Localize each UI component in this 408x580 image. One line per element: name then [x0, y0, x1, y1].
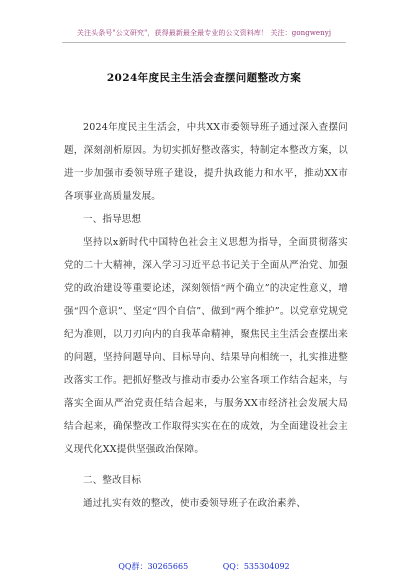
footer-contact — [0, 561, 408, 572]
header-divider — [62, 42, 346, 43]
footer-qq-number: QQ：535304092 — [222, 562, 290, 571]
rectification-goals-paragraph: 通过扎实有效的整改，使市委领导班子在政治素养、 — [83, 498, 307, 509]
section-heading-rectification-goals: 二、整改目标 — [83, 475, 142, 486]
section-heading-guiding-ideology: 一、指导思想 — [83, 214, 142, 225]
guiding-ideology-paragraph: 坚持以x新时代中国特色社会主义思想为指导，全面贯彻落实党的二十大精神，深入学习习近平总书记关于全面从严治党、加强党的政治建设等重要论述，深刻领悟“两个确立”的决定性意义，增强“四个意识”、坚定“四个自信”、做到“两个维护”。以党章党规党纪为准则，以刀刃向内的自我革命精神，聚焦民主生活会查摆出来的问题，坚持问题导向、目标导向、结果导向相统一，扎实推进整改落实工作。把抓好整改与推动市委办公室各项工作结合起来，与落实全面从严治党责任结合起来，与服务XX市经济社会发展大局结合起来，确保整改工作取得实实在在的成效，为全面建设社会主义现代化XX提供坚强政治保障。 — [64, 237, 348, 455]
header-note: 关注头条号"公文研究"，获得最新最全最专业的公文资料库！ 关注：gongwenyj — [76, 29, 332, 37]
footer-qq-group: QQ群：30265665 — [118, 562, 189, 571]
document-title: 2024年度民主生活会查摆问题整改方案 — [106, 72, 302, 84]
document-body — [64, 116, 348, 515]
intro-paragraph: 2024年度民主生活会，中共XX市委领导班子通过深入查摆问题，深刻剖析原因。为切实抓好整改落实，特制定本整改方案，以进一步加强市委领导班子建设，提升执政能力和水平，推动XX市各项事业高质量发展。 — [64, 122, 348, 202]
